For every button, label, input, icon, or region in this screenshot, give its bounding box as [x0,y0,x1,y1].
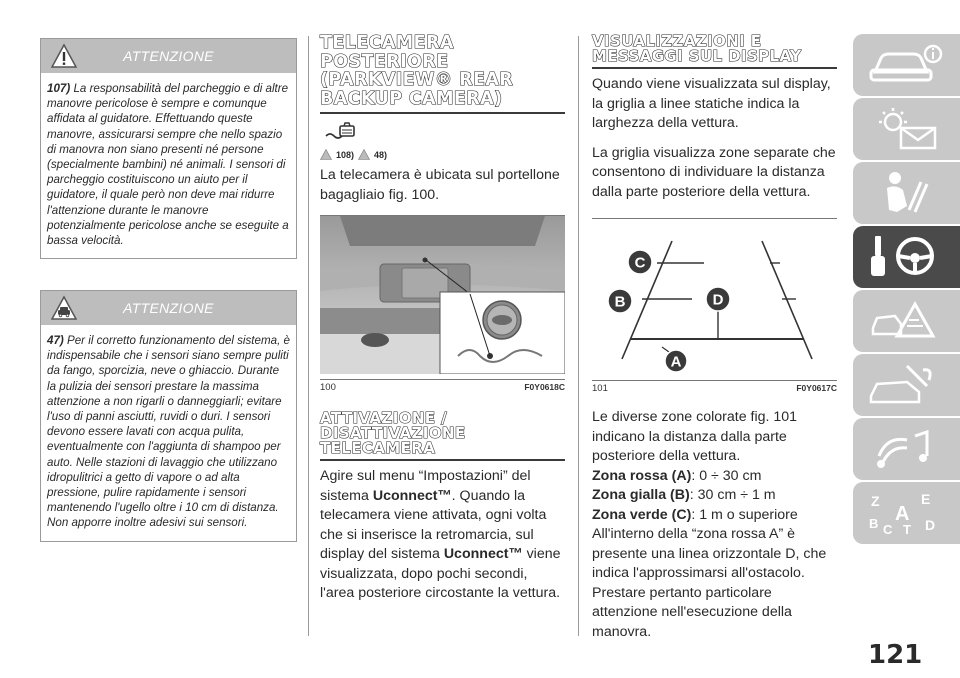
reference-markers [320,149,565,160]
multimedia-icon [867,426,947,472]
warning-triangle-icon [320,149,332,160]
tab-vehicle-knowledge[interactable] [853,34,960,96]
ref-caution-number: 48) [374,149,388,160]
column-divider [578,36,579,636]
svg-text:T: T [903,522,911,536]
zone-yellow: Zona gialla (B): 30 cm ÷ 1 m [592,487,776,503]
tab-multimedia[interactable] [853,418,960,480]
warning-number: 47) [47,334,64,347]
car-wash-warning-icon [358,149,370,160]
activation-text: Agire sul menu “Impostazioni” del sistema Uconnect™. Quando la telecamera viene attivata, ogni volta che si inserisce la retromarcia, sul display del sistema Uconnect™ viene visualizzata, dopo pochi secondi, l'area posteriore circostante la vettura. [320,468,561,601]
display-intro-text: Quando viene visualizzata sul display, la griglia a linee statiche indica la larghezza della vettura. [592,76,831,131]
warning-title: ATTENZIONE [123,300,214,316]
title-rule [592,67,837,69]
grid-label-c: C [634,254,646,272]
svg-text:A: A [895,503,910,525]
zone-red: Zona rossa (A): 0 ÷ 30 cm [592,467,762,484]
svg-text:B: B [869,516,879,531]
seat-airbag-icon [867,170,947,216]
parking-grid-illustration [592,219,837,375]
page-number: 121 [868,640,923,670]
camera-symbol-icon [324,122,360,142]
display-zones-text: La griglia visualizza zone separate che consentono di individuare la distanza dalla parte posteriore della vettura. [592,144,836,200]
figure-parking-grid [592,218,837,381]
figure-number: 100 [320,382,336,393]
chapter-tabs [853,34,960,546]
svg-text:C: C [883,522,893,536]
svg-text:D: D [925,517,936,533]
column-divider [308,36,309,636]
display-column [592,34,837,642]
figure-number: 101 [592,383,608,394]
grid-label-d: D [712,291,724,309]
camera-location-text: La telecamera è ubicata sul portellone bagagliaio fig. 100. [320,167,560,203]
warning-box-sensor-cleaning [40,290,297,542]
wrench-car-icon [867,362,947,408]
key-steering-wheel-icon [867,234,947,280]
grid-label-c-marker [628,250,652,274]
figure-caption [320,382,565,393]
grid-label-a: A [670,353,682,371]
warning-header [41,291,296,325]
section-title-rear-camera: TELECAMERA POSTERIORE (PARKVIEW® REAR BACKUP CAMERA) [320,33,514,109]
warning-title: ATTENZIONE [123,48,214,64]
warning-triangle-icon [51,43,77,69]
title-rule [320,459,565,461]
section-title-activation: ATTIVAZIONE / DISATTIVAZIONE TELECAMERA [320,409,466,457]
car-wash-warning-icon [51,295,77,321]
title-rule [320,112,565,114]
warning-lights-icon [867,106,947,152]
figure-caption [592,383,837,394]
warning-body: Per il corretto funzionamento del sistema, è indispensabile che i sensori siano sempre puliti da fango, sporcizia, neve o ghiaccio. Durante la pulizia dei sensori prestare la massima attenzione a non rigarli o danneggiarli; evitare l'uso di panni asciutti, ruvidi o duri. I sensori devono essere lavati con acqua pulita, eventualmente con l'aggiunta di shampoo per auto. Nelle stazioni di lavaggio che utilizzano idropulitrici a getto di vapore o ad alta pressione, pulire rapidamente i sensori mantenendo l'ugello oltre i 10 cm di distanza. Non apporre inoltre adesivi sui sensori. [47,334,290,530]
grid-label-b-marker [608,289,632,313]
tab-index[interactable] [853,482,960,544]
tab-safety[interactable] [853,162,960,224]
grid-label-a-marker [665,350,687,372]
warning-text [41,73,296,258]
camera-column [320,34,565,604]
figure-code: F0Y0618C [524,382,565,392]
svg-text:Z: Z [871,493,880,509]
grid-label-d-marker [706,287,730,311]
warning-text [41,325,296,541]
ref-warning-number: 108) [336,149,355,160]
tailgate-camera-illustration [320,216,565,374]
warning-body: La responsabilità del parcheggio e di altre manovre pericolose è sempre e comunque affidata al guidatore. Effettuando queste manovre, assicurarsi sempre che nello spazio di manovra non siano presenti né persone (specialmente bambini) né animali. I sensori di parcheggio costituiscono un aiuto per il guidatore, il quale però non deve mai ridurre l'attenzione durante le manovre potenzialmente pericolose anche se eseguite a bassa velocità. [47,82,289,248]
car-info-icon [867,42,947,88]
warning-box-parking-responsibility [40,38,297,259]
tab-starting-driving[interactable] [853,226,960,288]
brand-uconnect: Uconnect™ [443,546,523,562]
section-title-display: VISUALIZZAZIONI E MESSAGGI SUL DISPLAY [592,32,802,65]
accident-icon [867,298,947,344]
figure-rear-camera [320,215,565,380]
brand-uconnect: Uconnect™ [372,487,452,504]
tab-dashboard-lights[interactable] [853,98,960,160]
grid-label-b: B [614,293,626,311]
warning-header [41,39,296,73]
warning-number: 107) [47,82,71,95]
figure-code: F0Y0617C [796,383,837,393]
tab-maintenance[interactable] [853,354,960,416]
index-letters-icon [867,490,947,536]
zone-green: Zona verde (C): 1 m o superiore [592,506,798,523]
svg-text:E: E [921,491,931,507]
red-zone-note-text: All'interno della “zona rossa A” è presente una linea orizzontale D, che indica l'approssimarsi all'ostacolo. Prestare pertanto particolare attenzione nell'esecuzione della manovra. [592,526,827,640]
tab-emergency[interactable] [853,290,960,352]
zones-description-text: Le diverse zone colorate fig. 101 indicano la distanza dalla parte posteriore della vettura. [592,409,798,464]
